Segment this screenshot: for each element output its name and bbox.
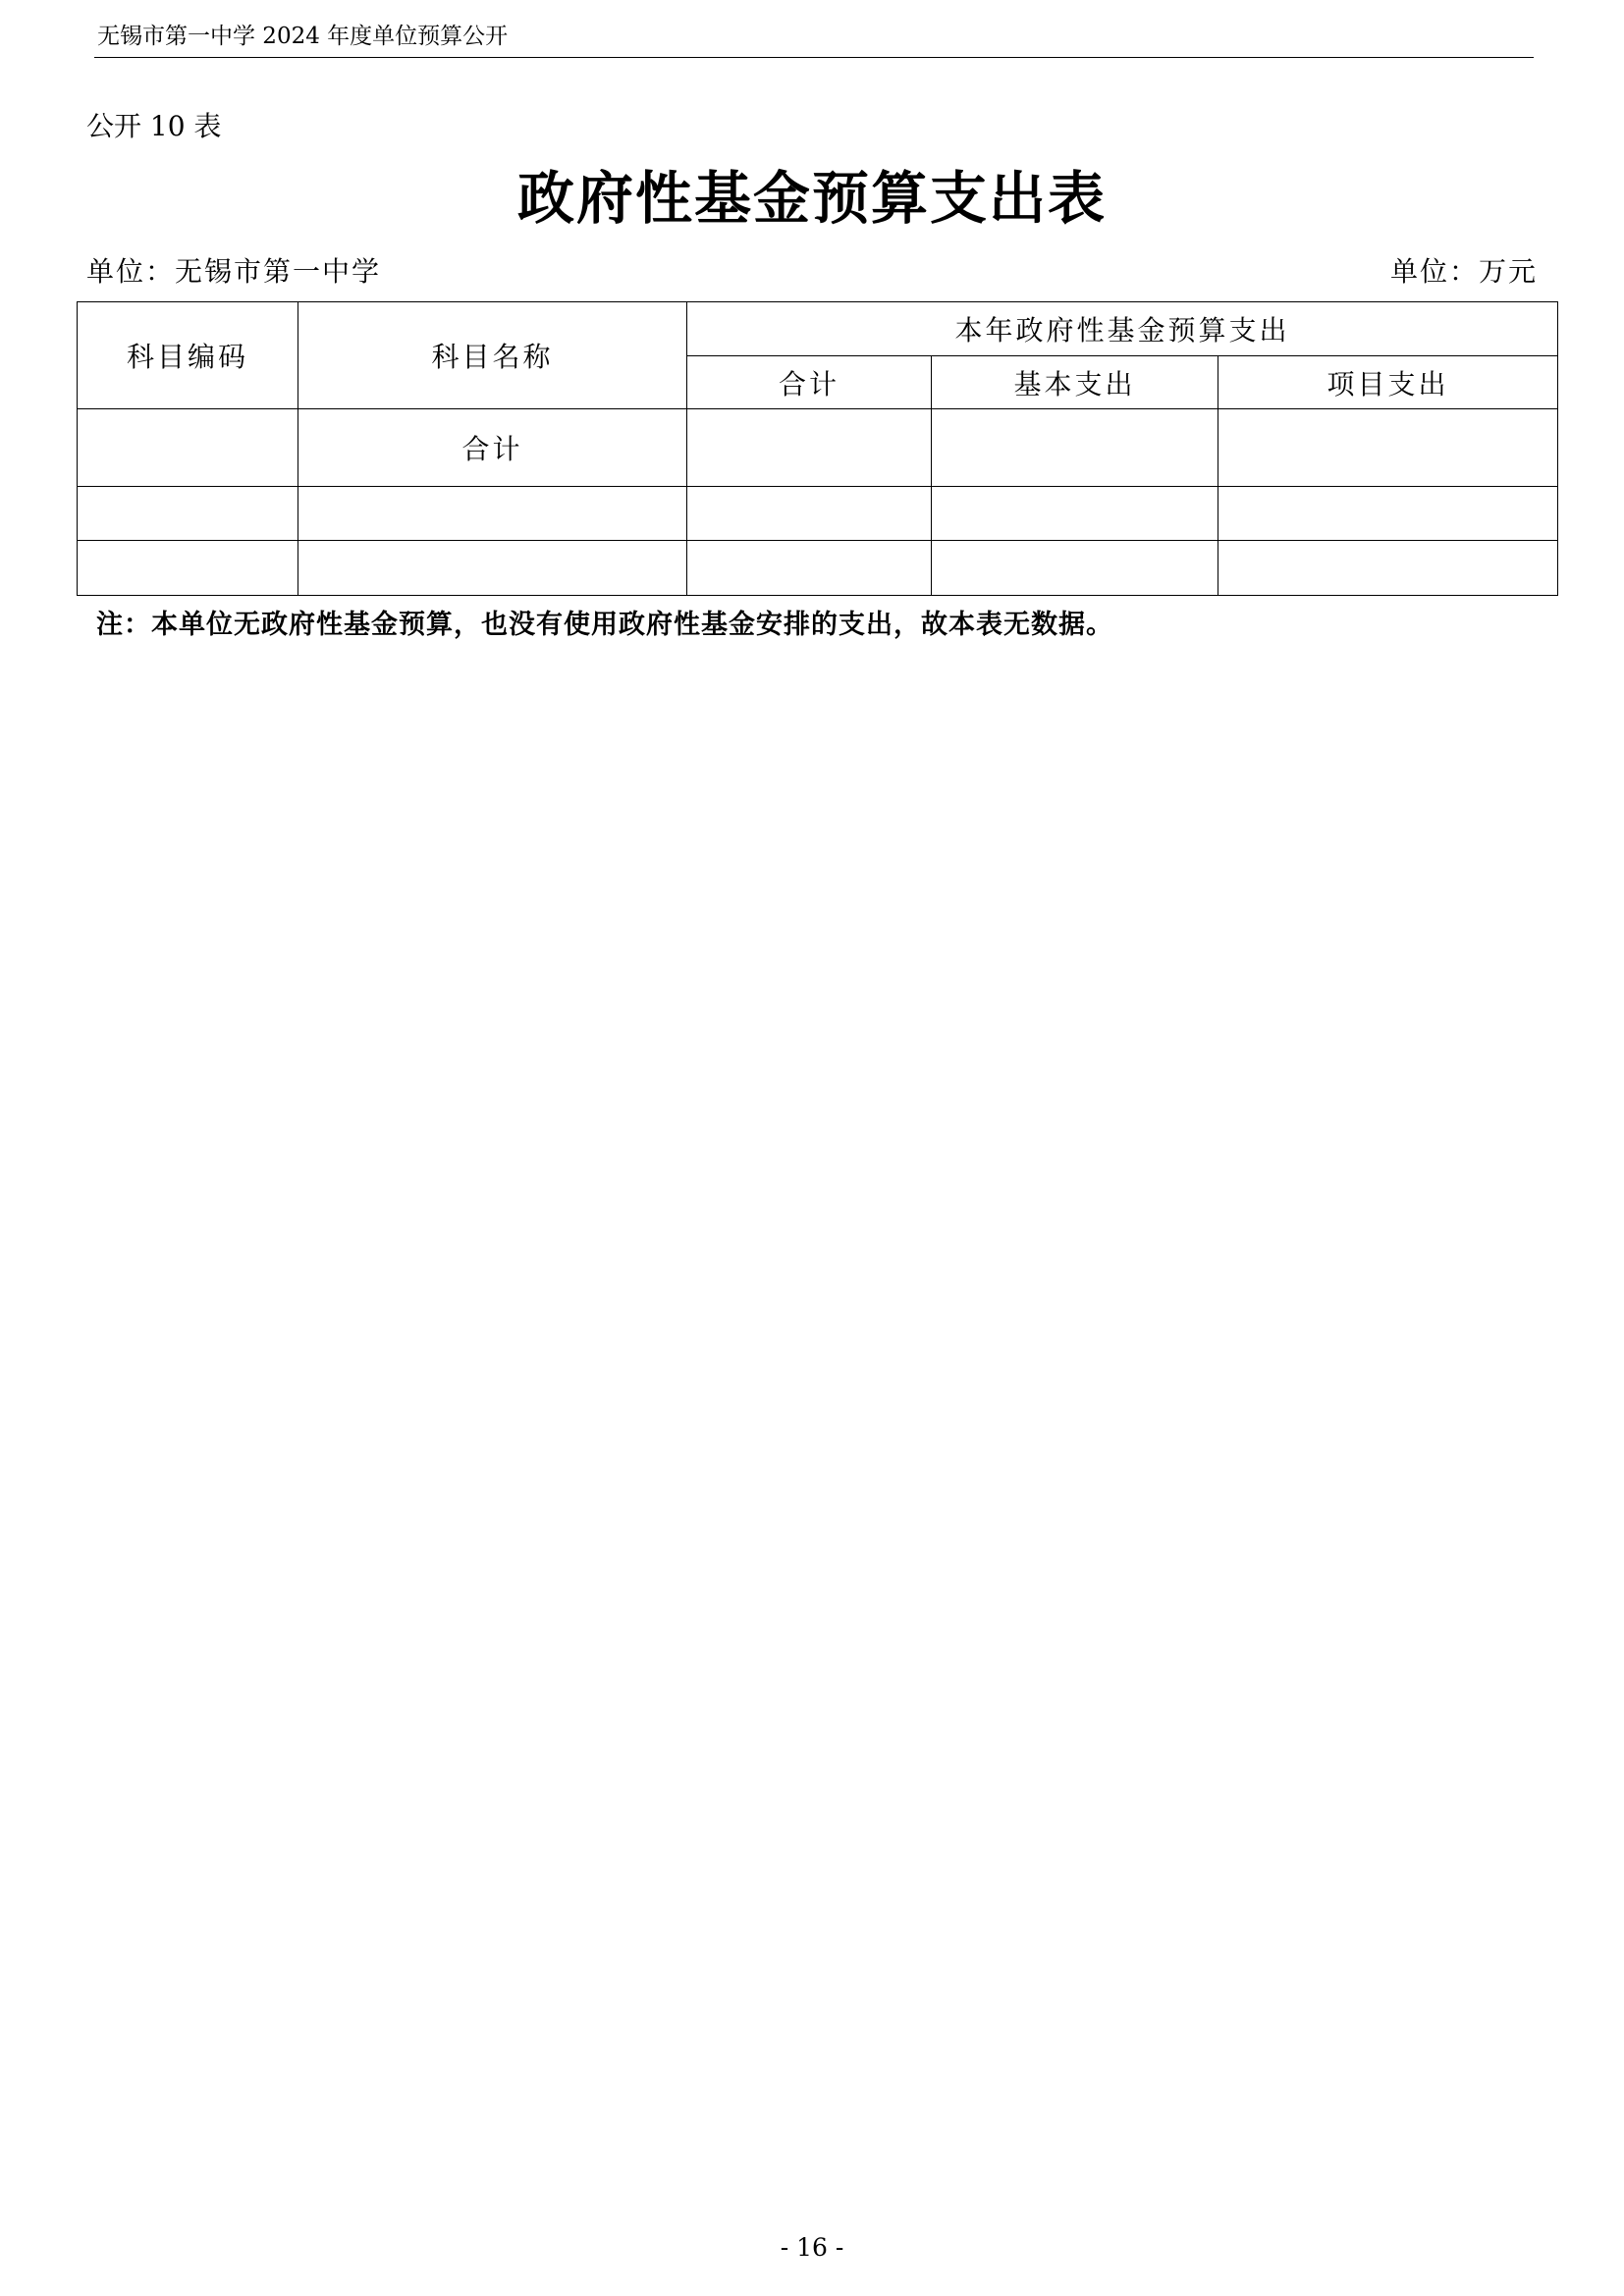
cell-code [78,409,298,487]
header-basic-expenditure: 基本支出 [932,356,1218,409]
cell-basic [932,409,1218,487]
cell-basic [932,541,1218,596]
cell-code [78,541,298,596]
cell-name [298,487,687,541]
table-row [78,487,1558,541]
header-expenditure-group: 本年政府性基金预算支出 [687,302,1558,356]
unit-currency: 单位：万元 [1389,255,1538,288]
running-header: 无锡市第一中学 2024 年度单位预算公开 [97,24,509,49]
table-row [78,409,1558,487]
cell-name [298,541,687,596]
table-note: 注：本单位无政府性基金预算，也没有使用政府性基金安排的支出，故本表无数据。 [96,610,1113,640]
fund-expenditure-table [77,301,1558,596]
header-total: 合计 [687,356,932,409]
header-subject-code: 科目编码 [78,302,298,409]
table-number: 公开 10 表 [86,110,222,142]
header-subject-name: 科目名称 [298,302,687,409]
cell-total [687,541,932,596]
page-number: - 16 - [780,2233,844,2262]
cell-code [78,487,298,541]
header-project-expenditure: 项目支出 [1218,356,1558,409]
cell-project [1218,487,1558,541]
unit-organization: 单位：无锡市第一中学 [86,255,382,288]
cell-total [687,409,932,487]
cell-basic [932,487,1218,541]
cell-project [1218,541,1558,596]
table-header-row [78,302,1558,356]
page-title: 政府性基金预算支出表 [516,165,1107,232]
cell-total [687,487,932,541]
header-divider [94,57,1534,58]
table-row [78,541,1558,596]
cell-project [1218,409,1558,487]
cell-name: 合计 [298,409,687,487]
